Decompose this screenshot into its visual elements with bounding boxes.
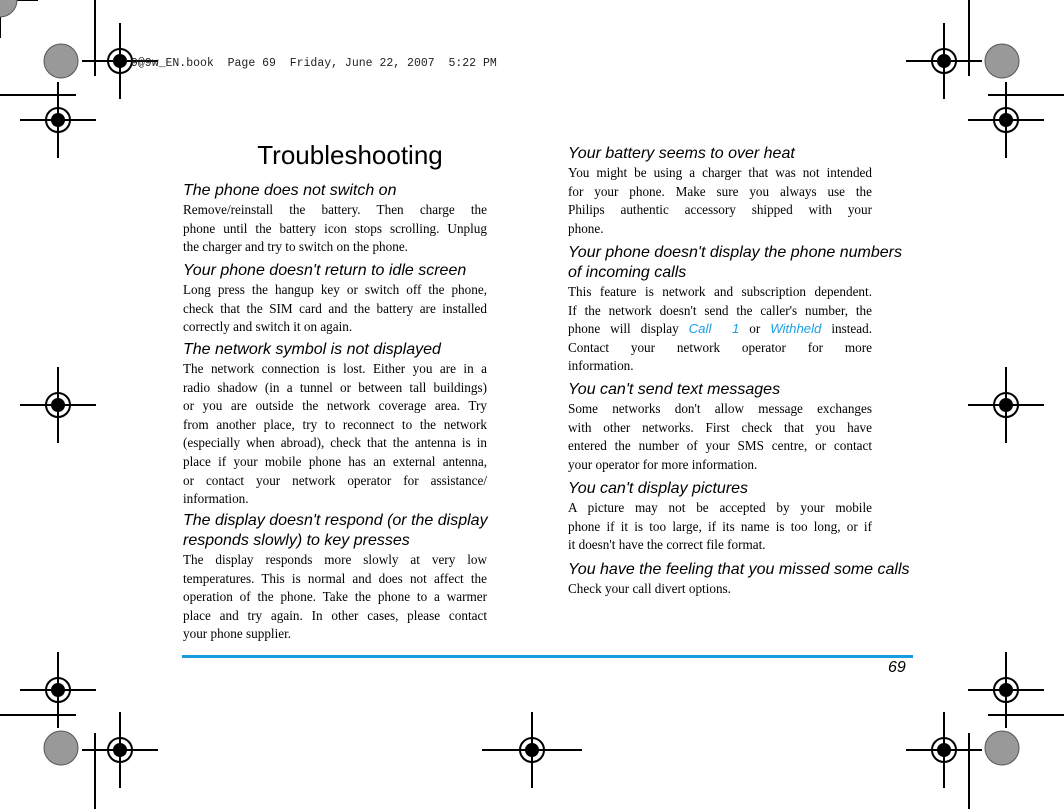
footer-rule: [182, 655, 913, 658]
body-line: A picture may not be accepted by your mobile: [568, 500, 872, 515]
body-text: instead.: [821, 321, 872, 337]
body-line: Contact your network operator for more: [568, 339, 872, 355]
section-heading: You can't send text messages: [568, 381, 781, 398]
section-body: [568, 499, 872, 555]
body-line: You might be using a charger that was not intended: [568, 165, 872, 180]
body-line: your operator for more information.: [568, 456, 758, 472]
troubleshooting-section: [183, 181, 487, 257]
body-line: information.: [183, 491, 249, 507]
section-body: [568, 283, 872, 376]
body-line: correctly and switch it on again.: [183, 319, 353, 335]
body-line: or contact your network operator for assistance/: [183, 472, 487, 488]
section-body: [568, 400, 872, 474]
ui-text: Call 1: [688, 321, 740, 337]
body-line: with other networks. First check that you have: [568, 419, 872, 435]
troubleshooting-section: [568, 479, 872, 555]
body-line: (especially when abroad), check that the antenna is in: [183, 435, 487, 451]
body-line: information.: [568, 358, 634, 374]
body-line: Remove/reinstall the battery. Then charge the: [183, 202, 487, 217]
body-line: for your phone. Make sure you always use the: [568, 183, 872, 199]
section-heading: The display doesn't respond (or the display: [183, 512, 488, 529]
body-line: your phone supplier.: [183, 626, 292, 642]
body-text: or: [739, 321, 771, 337]
section-body: [183, 360, 487, 509]
body-line: phone.: [568, 220, 604, 236]
body-line: place and try again. In other cases, please contact: [183, 607, 487, 623]
troubleshooting-section: [183, 511, 487, 644]
body-line: Some networks don't allow message exchanges: [568, 401, 872, 416]
section-body: [568, 580, 872, 599]
section-heading: You have the feeling that you missed some calls: [568, 561, 910, 578]
body-line: radio shadow (in a tunnel or between tall buildings): [183, 379, 487, 395]
body-line: entered the number of your SMS centre, or contact: [568, 438, 872, 454]
body-line: The network connection is lost. Either you are in a: [183, 361, 487, 376]
body-line: Philips authentic accessory shipped with your: [568, 202, 872, 218]
section-heading: The phone does not switch on: [183, 182, 397, 199]
section-heading: You can't display pictures: [568, 480, 749, 497]
section-body: [183, 201, 487, 257]
body-text: phone will display: [568, 321, 689, 337]
body-line: Check your call divert options.: [568, 581, 731, 596]
body-line: it doesn't have the correct file format.: [568, 537, 766, 553]
section-body: [183, 281, 487, 337]
body-line: Long press the hangup key or switch off the phone,: [183, 282, 487, 297]
body-line: operation of the phone. Take the phone to a warmer: [183, 589, 487, 605]
section-heading: responds slowly) to key presses: [183, 532, 410, 549]
troubleshooting-section: [183, 261, 487, 337]
body-line: The display responds more slowly at very low: [183, 552, 487, 567]
body-line: If the network doesn't send the caller's number, the: [568, 302, 872, 318]
troubleshooting-section: [568, 144, 872, 238]
body-line: phone until the battery icon stops scrolling. Unplug: [183, 220, 487, 236]
body-line: phone if it is too large, if its name is too long, or if: [568, 518, 872, 534]
body-line: or you are outside the network coverage area. Try: [183, 398, 487, 414]
troubleshooting-section: [568, 243, 902, 376]
troubleshooting-section: [568, 560, 910, 599]
page-number: 69: [888, 659, 906, 676]
troubleshooting-section: [183, 340, 487, 509]
body-line: the charger and try to switch on the phone.: [183, 239, 408, 255]
body-line: [568, 320, 872, 339]
section-heading: Your phone doesn't return to idle screen: [183, 262, 467, 279]
section-heading: Your battery seems to over heat: [568, 145, 795, 162]
body-line: from another place, try to reconnect to the network: [183, 416, 487, 432]
page-title: Troubleshooting: [257, 140, 443, 170]
body-line: place if your mobile phone has an external antenna,: [183, 453, 487, 469]
body-line: This feature is network and subscription dependent.: [568, 284, 872, 299]
section-heading: of incoming calls: [568, 264, 687, 281]
section-heading: The network symbol is not displayed: [183, 341, 441, 358]
section-heading: Your phone doesn't display the phone numbers: [568, 244, 902, 261]
section-body: [568, 164, 872, 238]
body-line: check that the SIM card and the battery are installed: [183, 300, 487, 316]
print-slug: 9@9w_EN.book Page 69 Friday, June 22, 2007 5:22 PM: [131, 57, 497, 70]
troubleshooting-section: [568, 380, 872, 474]
body-line: temperatures. This is normal and does not affect the: [183, 570, 487, 586]
section-body: [183, 551, 487, 644]
ui-text: Withheld: [770, 321, 822, 337]
